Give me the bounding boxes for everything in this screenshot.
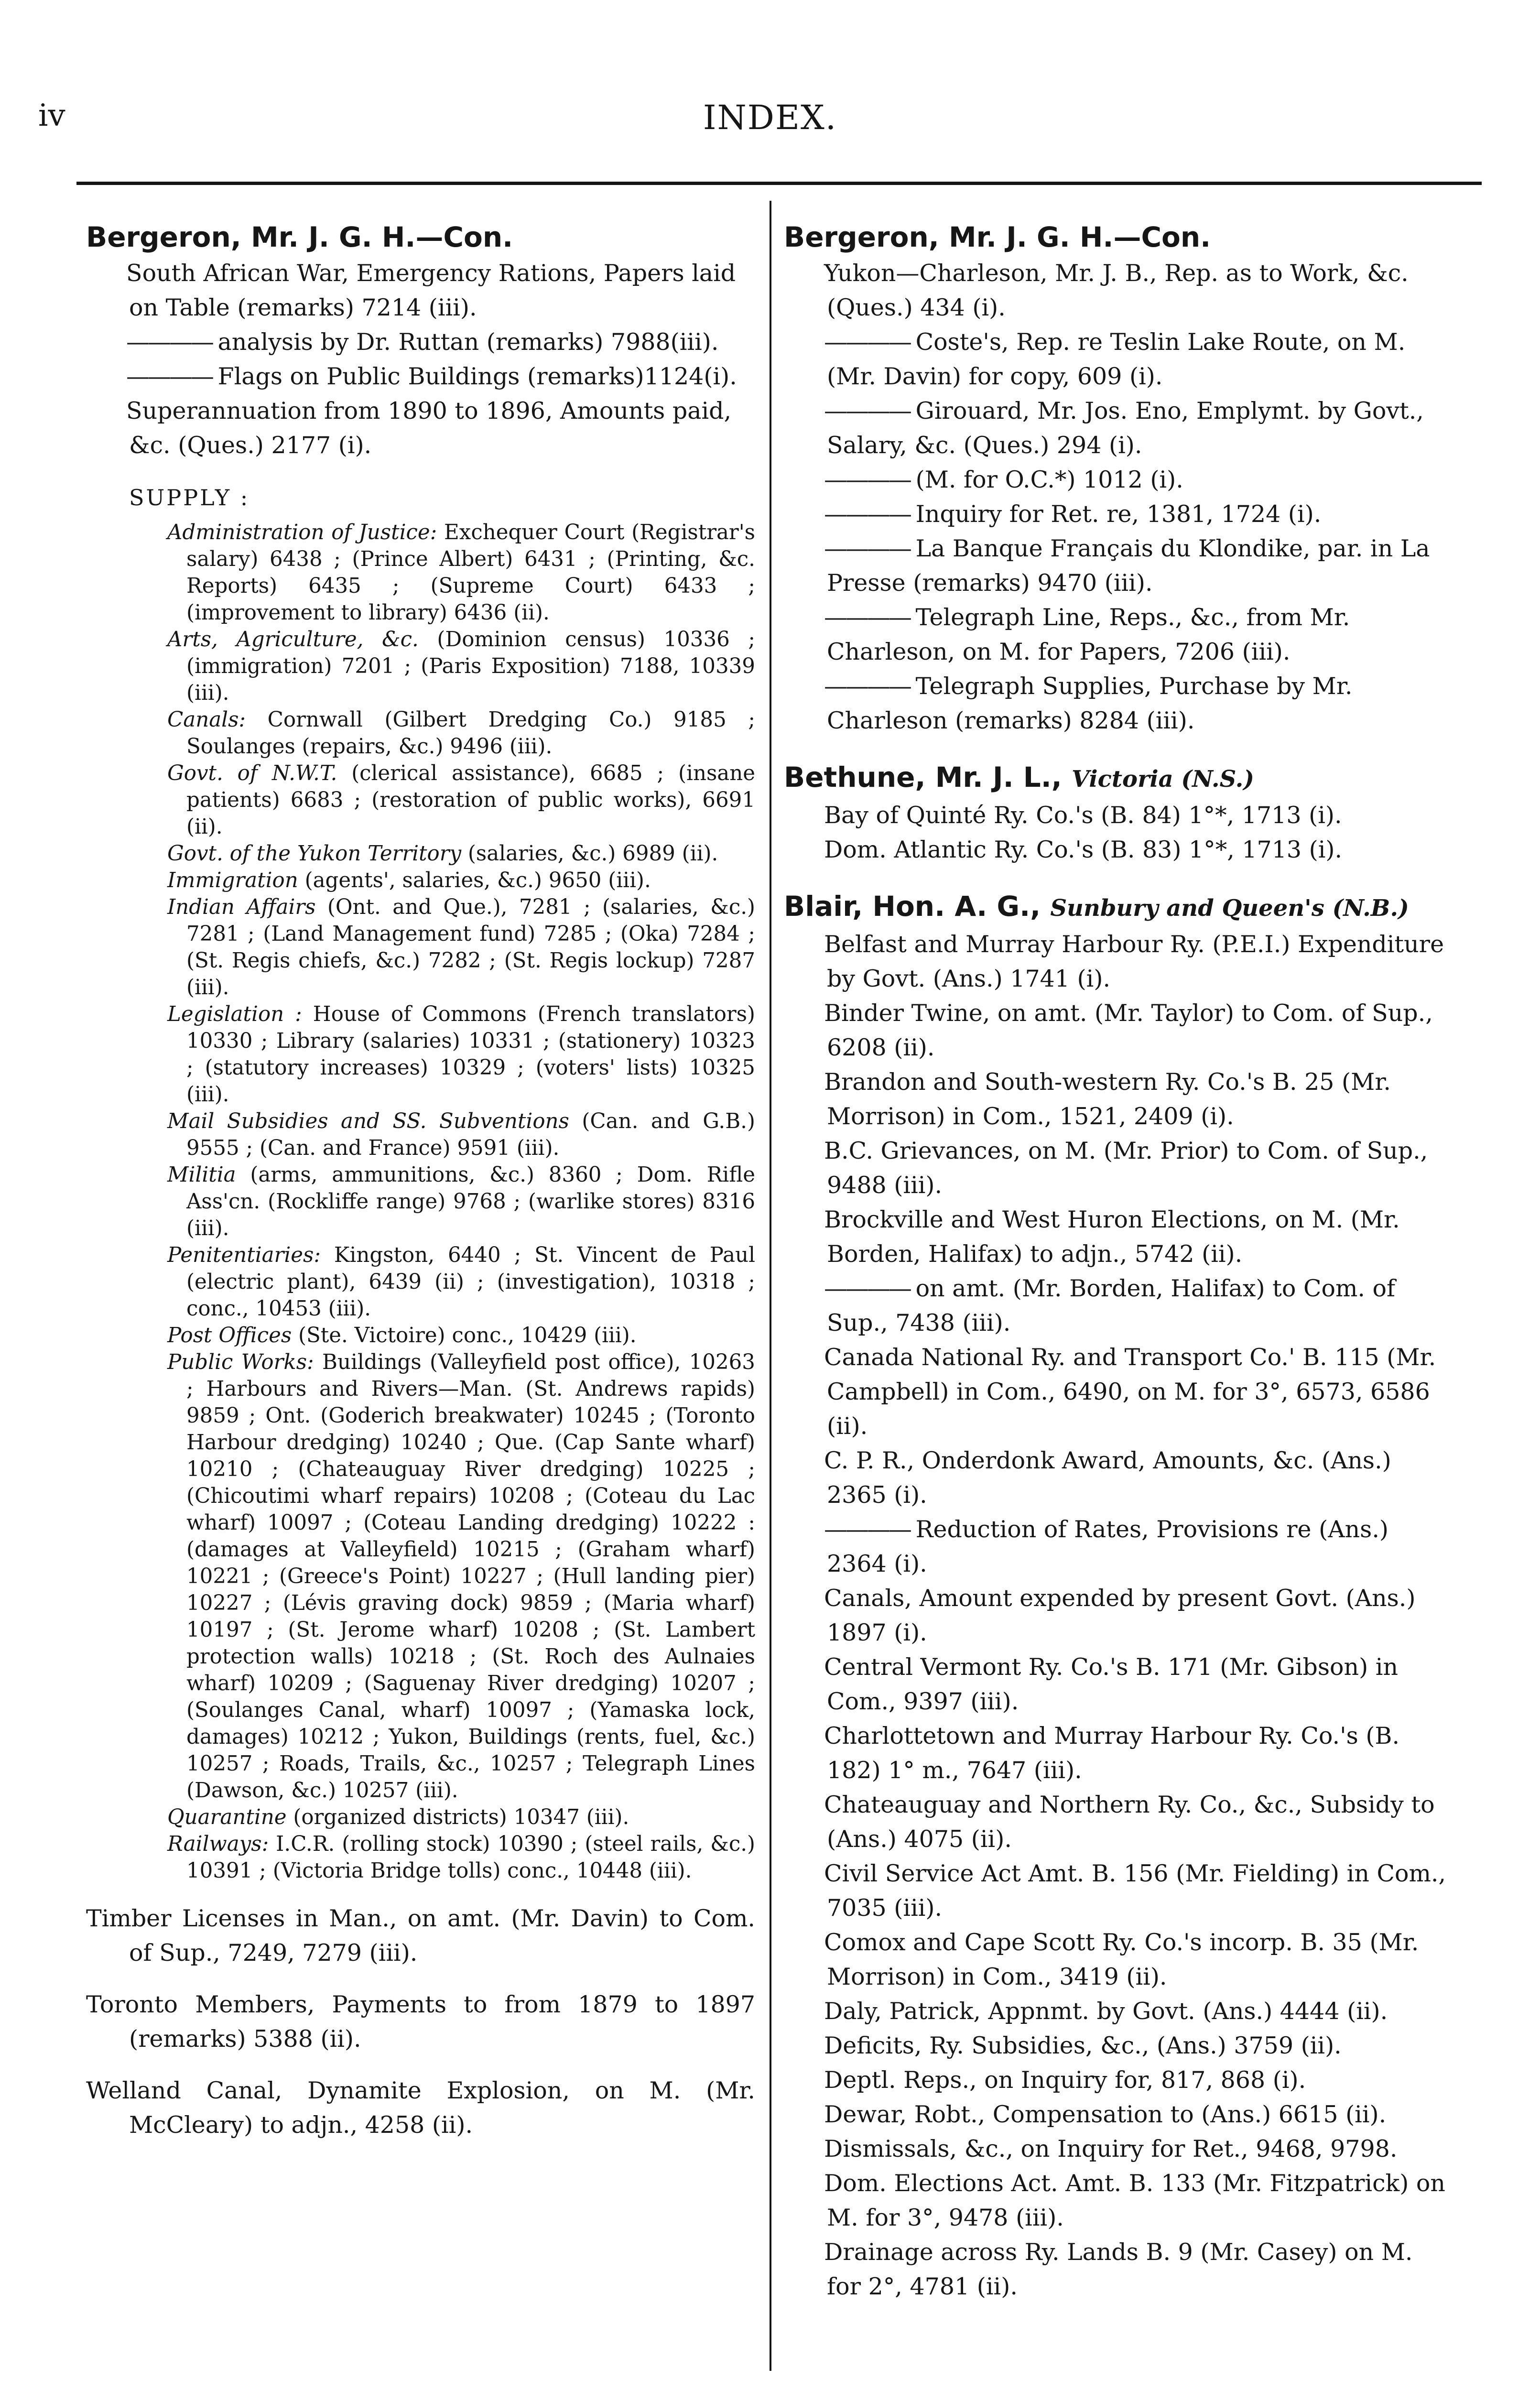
supply-item xyxy=(167,760,755,840)
index-entry: C. P. R., Onderdonk Award, Amounts, &c. (Ans.) 2365 (i). xyxy=(824,1447,1391,1509)
index-entry: Bay of Quinté Ry. Co.'s (B. 84) 1°*, 1713 (i). xyxy=(824,802,1342,829)
index-entry: Belfast and Murray Harbour Ry. (P.E.I.) Expenditure by Govt. (Ans.) 1741 (i). xyxy=(824,931,1444,992)
section-gap xyxy=(784,867,1453,889)
supply-item xyxy=(167,1322,755,1349)
index-entry: Dismissals, &c., on Inquiry for Ret., 9468, 9798. xyxy=(824,2135,1398,2162)
supply-category: Canals: xyxy=(167,708,246,732)
entry-heading: Bergeron, Mr. J. G. H.—Con. xyxy=(86,221,513,253)
index-entry: ———— Girouard, Mr. Jos. Eno, Emplymt. by Govt., Salary, &c. (Ques.) 294 (i). xyxy=(827,394,1453,463)
supply-category: Post Offices xyxy=(167,1324,292,1347)
supply-detail: Cornwall (Gilbert Dredging Co.) 9185 ; Soulanges (repairs, &c.) 9496 (iii). xyxy=(186,708,755,759)
index-entry: Welland Canal, Dynamite Explosion, on M. (Mr. McCleary) to adjn., 4258 (ii). xyxy=(86,2077,755,2139)
supply-category: Govt. of N.W.T. xyxy=(167,761,337,785)
index-entry: ———— Inquiry for Ret. re, 1381, 1724 (i). xyxy=(827,497,1453,532)
supply-item xyxy=(167,1162,755,1242)
section-gap xyxy=(784,738,1453,760)
supply-item xyxy=(167,1831,755,1884)
supply-category: Militia xyxy=(167,1163,236,1187)
supply-item xyxy=(167,1242,755,1322)
supply-item xyxy=(167,1349,755,1804)
index-entry: Drainage across Ry. Lands B. 9 (Mr. Casey) on M. for 2°, 4781 (ii). xyxy=(824,2238,1413,2300)
supply-detail: Exchequer Court (Registrar's salary) 6438 ; (Prince Albert) 6431 ; (Printing, &c. Reports) 6435 ; (Supreme Court) 6433 ; (improvement to library) 6436 (ii). xyxy=(186,521,756,625)
supply-category: Legislation : xyxy=(167,1002,302,1026)
left-tail xyxy=(86,1901,755,2142)
supply-detail: Buildings (Valleyfield post office), 10263 ; Harbours and Rivers—Man. (St. Andrews rapids) 9859 ; Ont. (Goderich breakwater) 10245 ; (Toronto Harbour dredging) 10240 ; Que. (Cap Sante wharf) 10210 ; (Chateauguay River dredging) 10225 ; (Chicoutimi wharf repairs) 10208 ; (Coteau du Lac wharf) 10097 ; (Coteau Landing dredging) 10222 : (damages at Valleyfield) 10215 ; (Graham wharf) 10221 ; (Greece's Point) 10227 ; (Hull landing pier) 10227 ; (Lévis graving dock) 9859 ; (Maria wharf) 10197 ; (St. Jerome wharf) 10208 ; (St. Lambert protection walls) 10218 ; (St. Roch des Aulnaies wharf) 10209 ; (Saguenay River dredging) 10207 ; (Soulanges Canal, wharf) 10097 ; (Yamaska lock, damages) 10212 ; Yukon, Buildings (rents, fuel, &c.) 10257 ; Roads, Trails, &c., 10257 ; Telegraph Lines (Dawson, &c.) 10257 (iii). xyxy=(186,1350,755,1803)
supply-detail: (Can. and G.B.) 9555 ; (Can. and France) 9591 (iii). xyxy=(186,1109,755,1160)
member-name: Bethune, Mr. J. L., xyxy=(784,761,1072,793)
supply-detail: (Ste. Victoire) conc., 10429 (iii). xyxy=(292,1324,637,1347)
supply-list xyxy=(86,519,755,1884)
supply-category: Govt. of the Yukon Territory xyxy=(167,842,462,866)
supply-label: SUPPLY : xyxy=(129,485,250,511)
index-entry: ———— Reduction of Rates, Provisions re (Ans.) 2364 (i). xyxy=(827,1512,1453,1581)
index-entry: Timber Licenses in Man., on amt. (Mr. Davin) to Com. of Sup., 7249, 7279 (iii). xyxy=(86,1905,755,1966)
left-entries xyxy=(86,256,755,463)
constituency: Victoria (N.S.) xyxy=(1072,766,1254,793)
supply-detail: Kingston, 6440 ; St. Vincent de Paul (electric plant), 6439 (ii) ; (investigation), 10318 ; conc., 10453 (iii). xyxy=(186,1243,755,1321)
supply-item xyxy=(167,706,755,760)
index-entry: ———— Coste's, Rep. re Teslin Lake Route, on M. (Mr. Davin) for copy, 609 (i). xyxy=(827,325,1453,394)
supply-item xyxy=(167,867,755,894)
index-entry: ———— Telegraph Supplies, Purchase by Mr. Charleson (remarks) 8284 (iii). xyxy=(827,669,1453,738)
supply-detail: (Ont. and Que.), 7281 ; (salaries, &c.) 7281 ; (Land Management fund) 7285 ; (Oka) 7284 ; (St. Regis chiefs, &c.) 7282 ; (St. Regis lockup) 7287 (iii). xyxy=(186,895,756,999)
supply-detail: (arms, ammunitions, &c.) 8360 ; Dom. Rifle Ass'cn. (Rockliffe range) 9768 ; (warlike stores) 8316 (iii). xyxy=(186,1163,755,1240)
index-entry: Binder Twine, on amt. (Mr. Taylor) to Com. of Sup., 6208 (ii). xyxy=(824,999,1433,1061)
index-entry: Charlottetown and Murray Harbour Ry. Co.'s (B. 182) 1° m., 7647 (iii). xyxy=(824,1722,1400,1784)
index-entry: ———— (M. for O.C.*) 1012 (i). xyxy=(827,463,1453,497)
index-entry: Yukon—Charleson, Mr. J. B., Rep. as to Work, &c. (Ques.) 434 (i). xyxy=(824,260,1409,321)
supply-item xyxy=(167,1804,755,1831)
supply-detail: (salaries, &c.) 6989 (ii). xyxy=(461,842,718,866)
supply-item xyxy=(167,519,756,626)
supply-detail: I.C.R. (rolling stock) 10390 ; (steel rails, &c.) 10391 ; (Victoria Bridge tolls) conc., 10448 (iii). xyxy=(186,1832,755,1883)
supply-item xyxy=(167,1108,755,1162)
index-entry: B.C. Grievances, on M. (Mr. Prior) to Com. of Sup., 9488 (iii). xyxy=(824,1137,1428,1199)
supply-category: Quarantine xyxy=(167,1805,287,1829)
supply-detail: (Dominion census) 10336 ; (immigration) 7201 ; (Paris Exposition) 7188, 10339 (iii). xyxy=(186,628,755,705)
index-entry: Canals, Amount expended by present Govt. (Ans.) 1897 (i). xyxy=(824,1585,1416,1646)
supply-detail: (organized districts) 10347 (iii). xyxy=(286,1805,629,1829)
index-entry: Toronto Members, Payments to from 1879 to 1897 (remarks) 5388 (ii). xyxy=(86,1991,755,2053)
page-number: iv xyxy=(38,98,65,133)
supply-item xyxy=(167,894,756,1001)
supply-detail: House of Commons (French translators) 10330 ; Library (salaries) 10331 ; (stationery) 10323 ; (statutory increases) 10329 ; (voters' lists) 10325 (iii). xyxy=(186,1002,756,1107)
supply-category: Arts, Agriculture, &c. xyxy=(167,628,419,652)
index-entry: Deptl. Reps., on Inquiry for, 817, 868 (i). xyxy=(824,2066,1306,2094)
index-entry: Comox and Cape Scott Ry. Co.'s incorp. B. 35 (Mr. Morrison) in Com., 3419 (ii). xyxy=(824,1929,1419,1990)
member-name: Bergeron, Mr. J. G. H.—Con. xyxy=(784,221,1211,253)
supply-category: Public Works: xyxy=(167,1350,314,1374)
index-entry: ———— on amt. (Mr. Borden, Halifax) to Com. of Sup., 7438 (iii). xyxy=(827,1271,1453,1340)
supply-item xyxy=(167,840,755,867)
index-entry: ———— Telegraph Line, Reps., &c., from Mr. Charleson, on M. for Papers, 7206 (iii). xyxy=(827,600,1453,669)
index-entry: ———— analysis by Dr. Ruttan (remarks) 7988(iii). xyxy=(129,325,755,359)
index-entry: Dewar, Robt., Compensation to (Ans.) 6615 (ii). xyxy=(824,2101,1387,2128)
index-entry: Deficits, Ry. Subsidies, &c., (Ans.) 3759 (ii). xyxy=(824,2032,1342,2059)
left-column xyxy=(86,220,755,2142)
supply-item xyxy=(167,1001,756,1108)
supply-category: Railways: xyxy=(167,1832,269,1856)
index-entry: Superannuation from 1890 to 1896, Amounts paid, &c. (Ques.) 2177 (i). xyxy=(126,397,732,459)
index-entry: Central Vermont Ry. Co.'s B. 171 (Mr. Gibson) in Com., 9397 (iii). xyxy=(824,1653,1399,1715)
index-entry: Dom. Atlantic Ry. Co.'s (B. 83) 1°*, 1713 (i). xyxy=(824,836,1343,863)
supply-category: Penitentiaries: xyxy=(167,1243,321,1267)
page-title: INDEX. xyxy=(703,98,837,137)
index-entry: Brockville and West Huron Elections, on M. (Mr. Borden, Halifax) to adjn., 5742 (ii). xyxy=(824,1206,1400,1268)
index-entry: Canada National Ry. and Transport Co.' B. 115 (Mr. Campbell) in Com., 6490, on M. for 3°, 6573, 6586 (ii). xyxy=(824,1344,1436,1440)
index-entry: ———— La Banque Français du Klondike, par. in La Presse (remarks) 9470 (iii). xyxy=(827,532,1453,600)
constituency: Sunbury and Queen's (N.B.) xyxy=(1050,895,1409,922)
entry-heading xyxy=(784,220,1453,254)
member-name: Blair, Hon. A. G., xyxy=(784,890,1051,923)
supply-detail: (agents', salaries, &c.) 9650 (iii). xyxy=(298,869,651,892)
index-entry: South African War, Emergency Rations, Papers laid on Table (remarks) 7214 (iii). xyxy=(126,260,736,321)
supply-category: Mail Subsidies and SS. Subventions xyxy=(167,1109,569,1133)
index-entry: Dom. Elections Act. Amt. B. 133 (Mr. Fitzpatrick) on M. for 3°, 9478 (iii). xyxy=(824,2170,1445,2231)
supply-detail: (clerical assistance), 6685 ; (insane patients) 6683 ; (restoration of public works), 6691 (ii). xyxy=(186,761,755,839)
supply-category: Indian Affairs xyxy=(167,895,316,919)
supply-item xyxy=(167,626,755,706)
right-column xyxy=(784,220,1453,2304)
index-entry: Brandon and South-western Ry. Co.'s B. 25 (Mr. Morrison) in Com., 1521, 2409 (i). xyxy=(824,1068,1391,1130)
index-entry: Civil Service Act Amt. B. 156 (Mr. Fielding) in Com., 7035 (iii). xyxy=(824,1860,1446,1922)
entry-heading xyxy=(784,889,1453,925)
column-divider xyxy=(770,201,771,2371)
entry-heading xyxy=(784,760,1453,796)
index-entry: Chateauguay and Northern Ry. Co., &c., Subsidy to (Ans.) 4075 (ii). xyxy=(824,1791,1435,1853)
supply-category: Administration of Justice: xyxy=(167,521,437,544)
supply-category: Immigration xyxy=(167,869,298,892)
index-entry: ———— Flags on Public Buildings (remarks)1124(i). xyxy=(129,359,755,394)
index-entry: Daly, Patrick, Appnmt. by Govt. (Ans.) 4444 (ii). xyxy=(824,1998,1388,2025)
header-rule xyxy=(76,182,1482,185)
